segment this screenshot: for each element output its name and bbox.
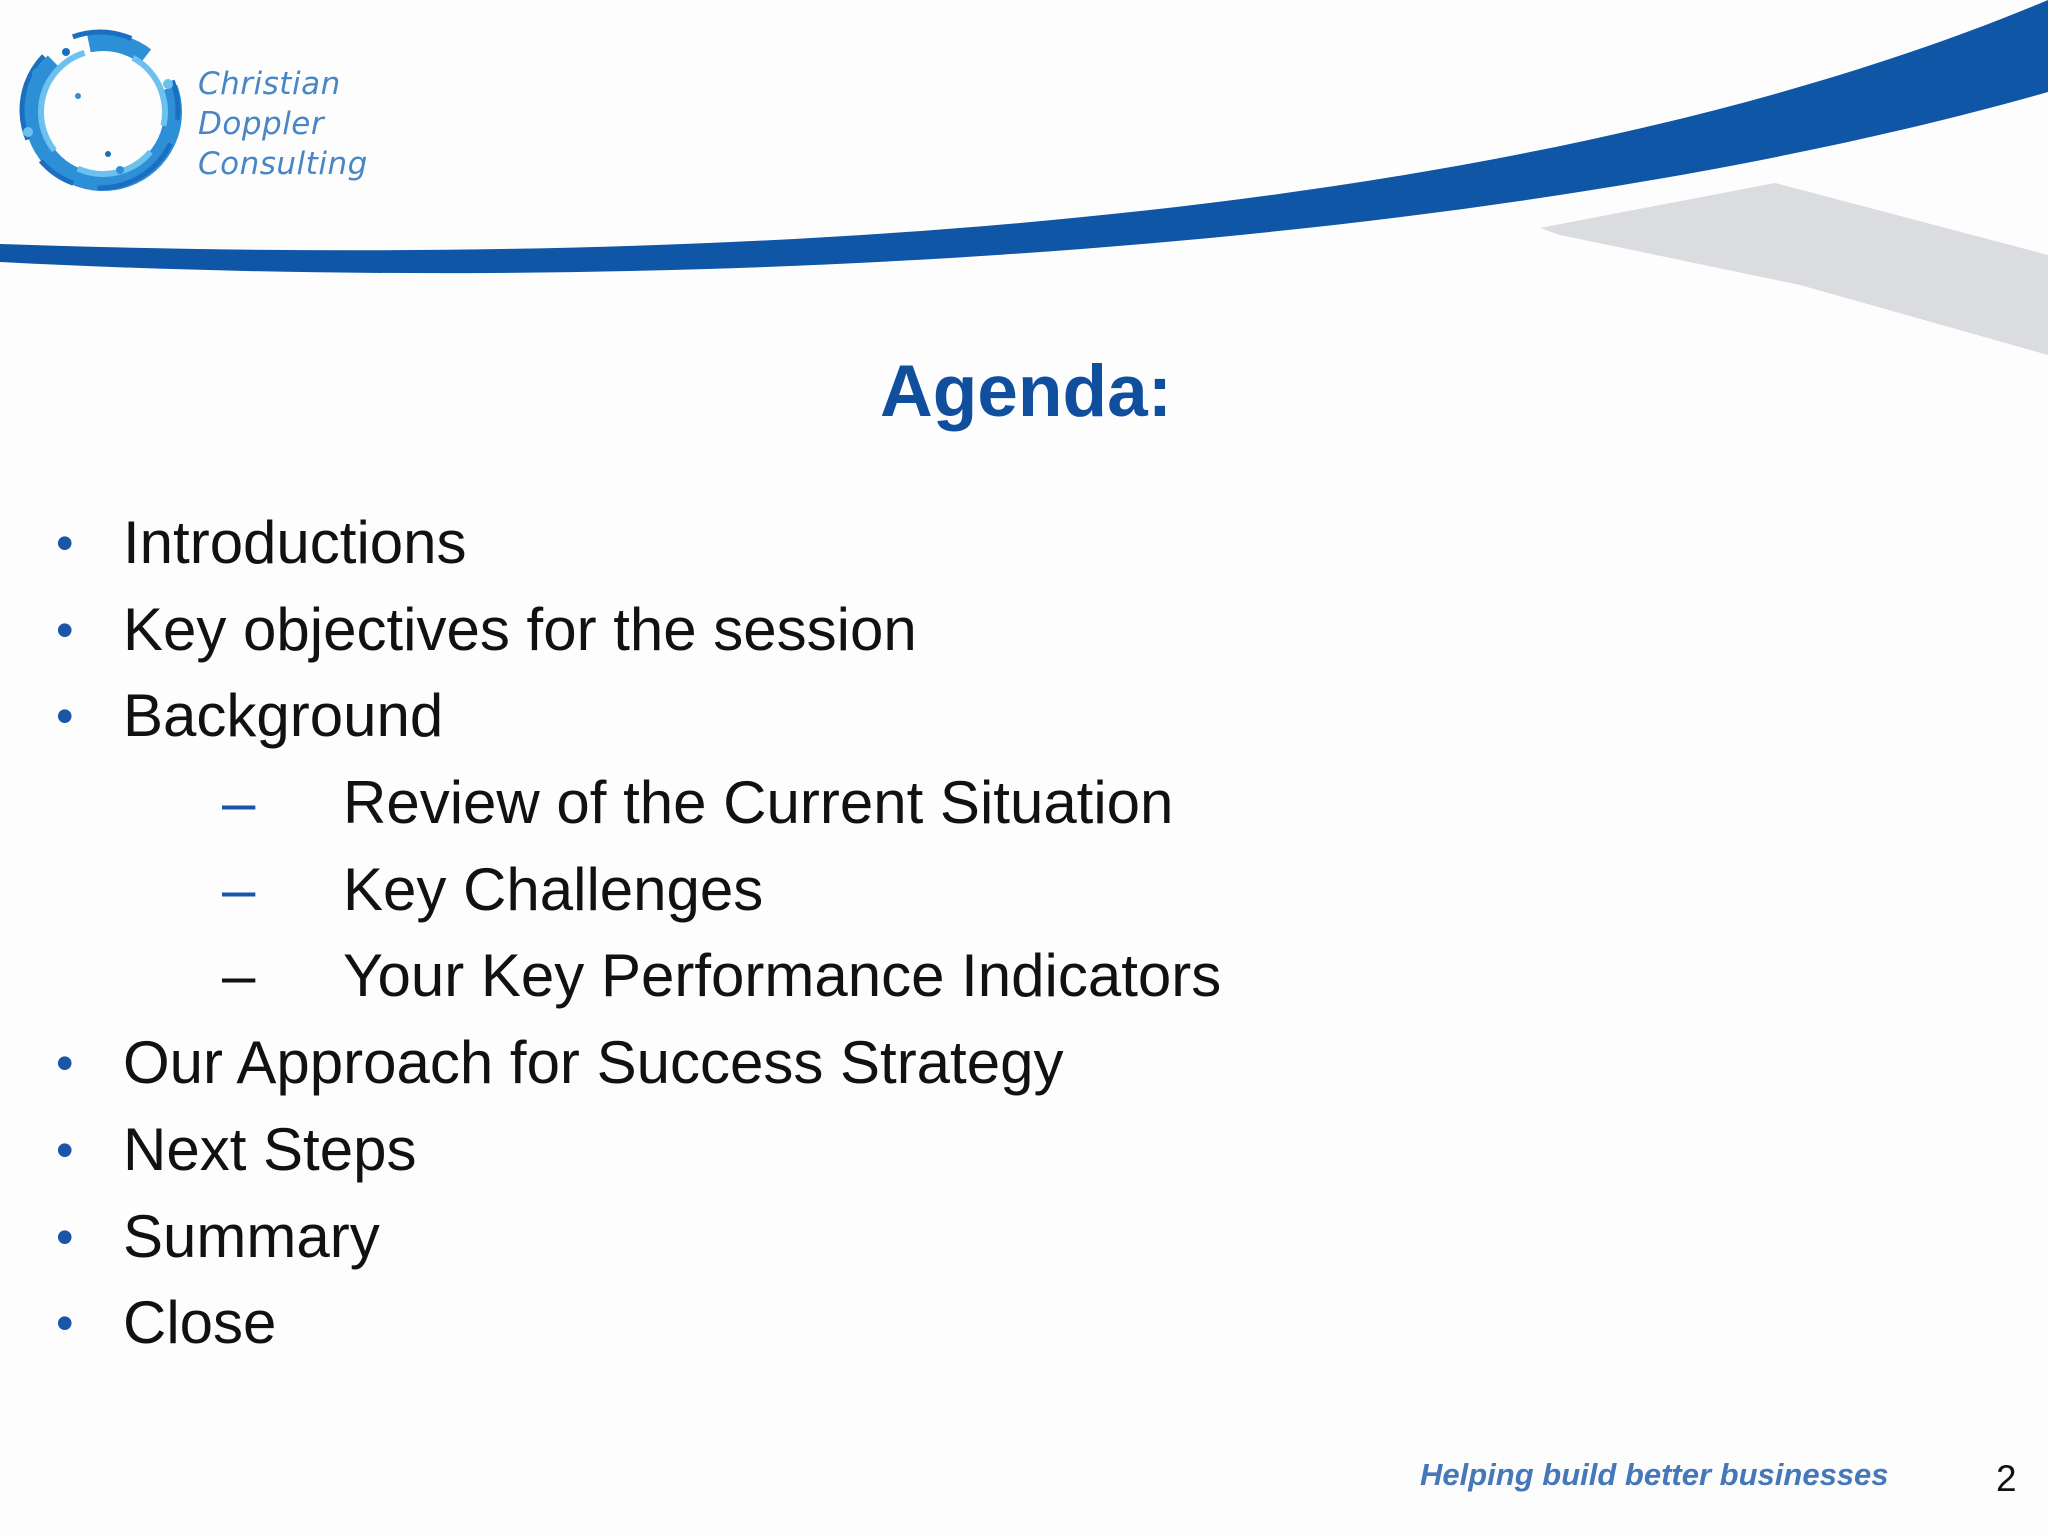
agenda-item bbox=[0, 1026, 2048, 1113]
agenda-item-text: Next Steps bbox=[123, 1115, 417, 1183]
bullet-marker: • bbox=[56, 1035, 74, 1092]
bullet-marker: • bbox=[56, 1208, 74, 1265]
agenda-item-text: Close bbox=[123, 1289, 277, 1357]
gray-swoosh bbox=[1540, 183, 2048, 355]
agenda-subitem-text: Your Key Performance Indicators bbox=[343, 942, 1222, 1010]
agenda-subitem-text: Review of the Current Situation bbox=[343, 769, 1174, 837]
agenda-subitem bbox=[0, 853, 2048, 940]
footer-tagline: Helping build better businesses bbox=[1420, 1457, 1889, 1492]
logo-line-consulting: Consulting bbox=[198, 146, 368, 182]
brush-circle-icon bbox=[8, 14, 198, 204]
agenda-item bbox=[0, 679, 2048, 766]
agenda-subitem-text: Key Challenges bbox=[343, 855, 764, 923]
dash-marker: – bbox=[222, 855, 256, 923]
logo-line-christian: Christian bbox=[198, 66, 341, 102]
bullet-marker: • bbox=[56, 1295, 74, 1352]
agenda-item bbox=[0, 506, 2048, 593]
agenda-item-text: Key objectives for the session bbox=[123, 595, 917, 663]
company-logo bbox=[8, 14, 368, 214]
page-number: 2 bbox=[1996, 1458, 2017, 1499]
logo-line-doppler: Doppler bbox=[198, 106, 325, 142]
agenda-item bbox=[0, 593, 2048, 680]
agenda-item bbox=[0, 1200, 2048, 1287]
agenda-item bbox=[0, 1113, 2048, 1200]
agenda-item bbox=[0, 1286, 2048, 1373]
logo-wordmark bbox=[198, 64, 368, 184]
agenda-item-text: Introductions bbox=[123, 509, 467, 576]
agenda-subitem bbox=[0, 939, 2048, 1026]
bullet-marker: • bbox=[56, 688, 74, 745]
bullet-marker: • bbox=[56, 1121, 74, 1178]
dash-marker: – bbox=[222, 942, 256, 1010]
slide-title-text: Agenda: bbox=[880, 351, 1172, 432]
agenda-item-text: Summary bbox=[123, 1202, 380, 1270]
agenda-subitem bbox=[0, 766, 2048, 853]
agenda-item-text: Background bbox=[123, 682, 444, 750]
bullet-marker: • bbox=[56, 601, 74, 658]
dash-marker: – bbox=[222, 769, 256, 837]
agenda-item-text: Our Approach for Success Strategy bbox=[123, 1029, 1064, 1097]
slide-title bbox=[0, 350, 2048, 433]
agenda-list bbox=[0, 506, 2048, 1373]
bullet-marker: • bbox=[56, 515, 74, 571]
